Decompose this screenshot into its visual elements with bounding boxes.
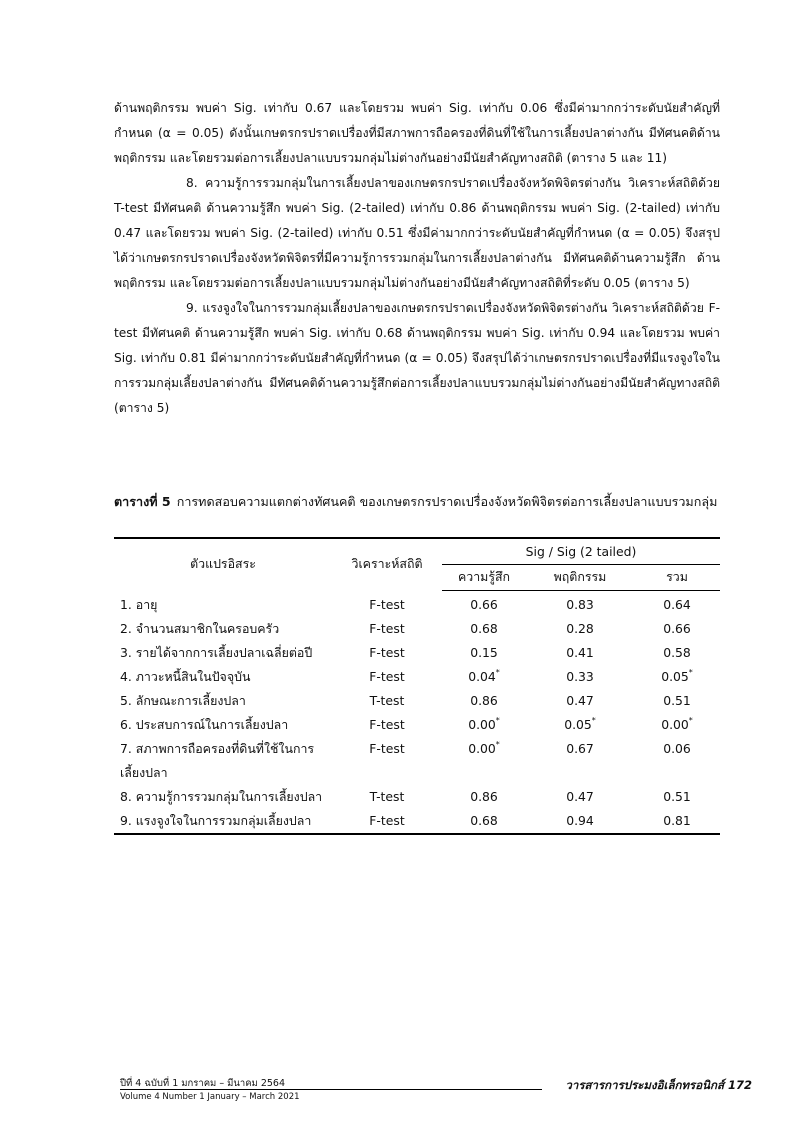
cell-variable: 3. รายได้จากการเลี้ยงปลาเฉลี่ยต่อปี (120, 645, 313, 660)
cell-feeling (442, 591, 526, 618)
cell-overall-value: 0.64 (663, 597, 691, 612)
header-stat: วิเคราะห์สถิติ (332, 538, 442, 591)
significance-marker: * (688, 715, 693, 725)
cell-overall-value: 0.51 (663, 789, 691, 804)
cell-feeling (442, 617, 526, 641)
footer-journal (565, 1077, 752, 1095)
cell-feeling-value: 0.68 (470, 621, 498, 636)
table-row (114, 713, 720, 737)
cell-overall-value: 0.00 (661, 717, 689, 732)
cell-variable: 2. จำนวนสมาชิกในครอบครัว (120, 621, 280, 636)
cell-overall (634, 785, 720, 809)
header-feeling: ความรู้สึก (442, 565, 526, 591)
cell-feeling-value: 0.04 (468, 669, 496, 684)
cell-overall-value: 0.66 (663, 621, 691, 636)
header-sig-group: Sig / Sig (2 tailed) (442, 538, 720, 565)
cell-stat: F-test (332, 809, 442, 834)
footer-issue-thai: ปีที่ 4 ฉบับที่ 1 มกราคม – มีนาคม 2564 (120, 1078, 286, 1089)
cell-overall (634, 641, 720, 665)
cell-overall-value: 0.06 (663, 741, 691, 756)
cell-variable: 5. ลักษณะการเลี้ยงปลา (120, 693, 246, 708)
paragraph-2: 8. ความรู้การรวมกลุ่มในการเลี้ยงปลาของเกษตรกรปราดเปรื่องจังหวัดพิจิตรต่างกัน วิเคราะห์สถิติด้วย T-test มีทัศนคติ ด้านความรู้สึก พบค่า Sig. (2-tailed) เท่ากับ 0.86 ด้านพฤติกรรม พบค่า Sig. (2-tailed) เท่ากับ 0.47 และโดยรวม พบค่า Sig. (2-tailed) เท่ากับ 0.51 ซึ่งมีค่ามากกว่าระดับนัยสำคัญที่กำหนด (α = 0.05) จึงสรุปได้ว่าเกษตรกรปราดเปรื่องจังหวัดพิจิตรที่มีความรู้การรวมกลุ่มในการเลี้ยงปลาต่างกัน มีทัศนคติด้านความรู้สึก ด้านพฤติกรรม และโดยรวมต่อการเลี้ยงปลาแบบรวมกลุ่มไม่ต่างกันอย่างมีนัยสำคัญทางสถิติที่ระดับ 0.05 (ตาราง 5) (114, 176, 720, 290)
table-caption (114, 489, 720, 514)
paragraph-1: ด้านพฤติกรรม พบค่า Sig. เท่ากับ 0.67 และโดยรวม พบค่า Sig. เท่ากับ 0.06 ซึ่งมีค่ามากกว่าระดับนัยสำคัญที่กำหนด (α = 0.05) ดังนั้นเกษตรกรปราดเปรื่องที่มีสภาพการถือครองที่ดินที่ใช้ในการเลี้ยงปลาต่างกัน มีทัศนคติด้านพฤติกรรม และโดยรวมต่อการเลี้ยงปลาแบบรวมกลุ่มไม่ต่างกันอย่างมีนัยสำคัญทางสถิติ (ตาราง 5 และ 11) (114, 101, 720, 165)
cell-behavior (526, 641, 634, 665)
header-overall: รวม (634, 565, 720, 591)
cell-overall-value: 0.58 (663, 645, 691, 660)
cell-feeling (442, 809, 526, 834)
cell-overall (634, 689, 720, 713)
cell-feeling-value: 0.15 (470, 645, 498, 660)
cell-overall (634, 665, 720, 689)
cell-behavior (526, 809, 634, 834)
cell-behavior (526, 737, 634, 785)
cell-behavior-value: 0.47 (566, 693, 594, 708)
cell-behavior (526, 591, 634, 618)
cell-overall (634, 737, 720, 785)
cell-behavior-value: 0.67 (566, 741, 594, 756)
cell-behavior (526, 713, 634, 737)
cell-stat: T-test (369, 693, 405, 708)
cell-feeling-value: 0.68 (470, 813, 498, 828)
footer-journal-name: วารสารการประมงอิเล็กทรอนิกส์ (565, 1078, 724, 1092)
table-row (114, 785, 720, 809)
significance-marker: * (495, 715, 500, 725)
footer-page-number: 172 (727, 1078, 752, 1092)
cell-feeling-value: 0.00 (468, 741, 496, 756)
cell-behavior (526, 689, 634, 713)
cell-behavior-value: 0.41 (566, 645, 594, 660)
significance-marker: * (591, 715, 596, 725)
cell-stat: F-test (369, 717, 405, 732)
table-row (114, 689, 720, 713)
cell-stat: T-test (369, 789, 405, 804)
table-row (114, 737, 720, 785)
cell-variable: 6. ประสบการณ์ในการเลี้ยงปลา (120, 717, 289, 732)
table-row (114, 665, 720, 689)
body-text (114, 96, 720, 421)
cell-behavior-value: 0.83 (566, 597, 594, 612)
cell-behavior-value: 0.47 (566, 789, 594, 804)
significance-marker: * (495, 667, 500, 677)
cell-overall-value: 0.81 (663, 813, 691, 828)
header-variable: ตัวแปรอิสระ (114, 538, 332, 591)
significance-marker: * (495, 739, 500, 749)
cell-overall (634, 809, 720, 834)
cell-feeling (442, 689, 526, 713)
cell-stat: F-test (369, 645, 405, 660)
cell-stat: F-test (369, 621, 405, 636)
table-caption-label: ตารางที่ 5 (114, 494, 171, 509)
table-body (114, 591, 720, 835)
cell-variable: 1. อายุ (120, 596, 158, 612)
cell-variable: 4. ภาวะหนี้สินในปัจจุบัน (120, 669, 251, 684)
cell-overall-value: 0.51 (663, 693, 691, 708)
page-footer (120, 1076, 752, 1116)
cell-variable: 7. สภาพการถือครองที่ดินที่ใช้ในการเลี้ยงปลา (120, 741, 315, 780)
cell-feeling (442, 713, 526, 737)
cell-overall-value: 0.05 (661, 669, 689, 684)
cell-behavior-value: 0.94 (566, 813, 594, 828)
cell-behavior (526, 665, 634, 689)
table-row (114, 617, 720, 641)
cell-feeling-value: 0.86 (470, 789, 498, 804)
cell-feeling (442, 665, 526, 689)
cell-variable: 9. แรงจูงใจในการรวมกลุ่มเลี้ยงปลา (114, 809, 332, 834)
cell-feeling (442, 785, 526, 809)
cell-overall (634, 713, 720, 737)
footer-issue-english: Volume 4 Number 1 January – March 2021 (120, 1092, 300, 1102)
table-row (114, 641, 720, 665)
table-header-row-1 (114, 538, 720, 565)
table-row (114, 809, 720, 834)
cell-behavior (526, 785, 634, 809)
cell-feeling (442, 737, 526, 785)
cell-overall (634, 617, 720, 641)
significance-marker: * (688, 667, 693, 677)
cell-variable: 8. ความรู้การรวมกลุ่มในการเลี้ยงปลา (120, 789, 323, 804)
cell-feeling (442, 641, 526, 665)
cell-feeling-value: 0.66 (470, 597, 498, 612)
footer-rule (120, 1089, 542, 1090)
table-caption-text: การทดสอบความแตกต่างทัศนคติ ของเกษตรกรปราดเปรื่องจังหวัดพิจิตรต่อการเลี้ยงปลาแบบรวมกลุ่ม (176, 494, 718, 509)
cell-behavior (526, 617, 634, 641)
table-row (114, 591, 720, 618)
paragraph-3: 9. แรงจูงใจในการรวมกลุ่มเลี้ยงปลาของเกษตรกรปราดเปรื่องจังหวัดพิจิตรต่างกัน วิเคราะห์สถิติด้วย F-test มีทัศนคติ ด้านความรู้สึก พบค่า Sig. เท่ากับ 0.68 ด้านพฤติกรรม พบค่า Sig. เท่ากับ 0.94 และโดยรวม พบค่า Sig. เท่ากับ 0.81 มีค่ามากกว่าระดับนัยสำคัญที่กำหนด (α = 0.05) จึงสรุปได้ว่าเกษตรกรปราดเปรื่องที่มีแรงจูงใจในการรวมกลุ่มเลี้ยงปลาต่างกัน มีทัศนคติด้านความรู้สึกต่อการเลี้ยงปลาแบบรวมกลุ่มไม่ต่างกันอย่างมีนัยสำคัญทางสถิติ (ตาราง 5) (114, 301, 720, 415)
cell-feeling-value: 0.00 (468, 717, 496, 732)
header-behavior: พฤติกรรม (526, 565, 634, 591)
results-table (114, 537, 720, 835)
cell-overall (634, 591, 720, 618)
cell-behavior-value: 0.05 (564, 717, 592, 732)
cell-feeling-value: 0.86 (470, 693, 498, 708)
cell-behavior-value: 0.33 (566, 669, 594, 684)
cell-stat: F-test (369, 669, 405, 684)
cell-stat: F-test (369, 741, 405, 756)
cell-behavior-value: 0.28 (566, 621, 594, 636)
cell-stat: F-test (369, 596, 405, 612)
